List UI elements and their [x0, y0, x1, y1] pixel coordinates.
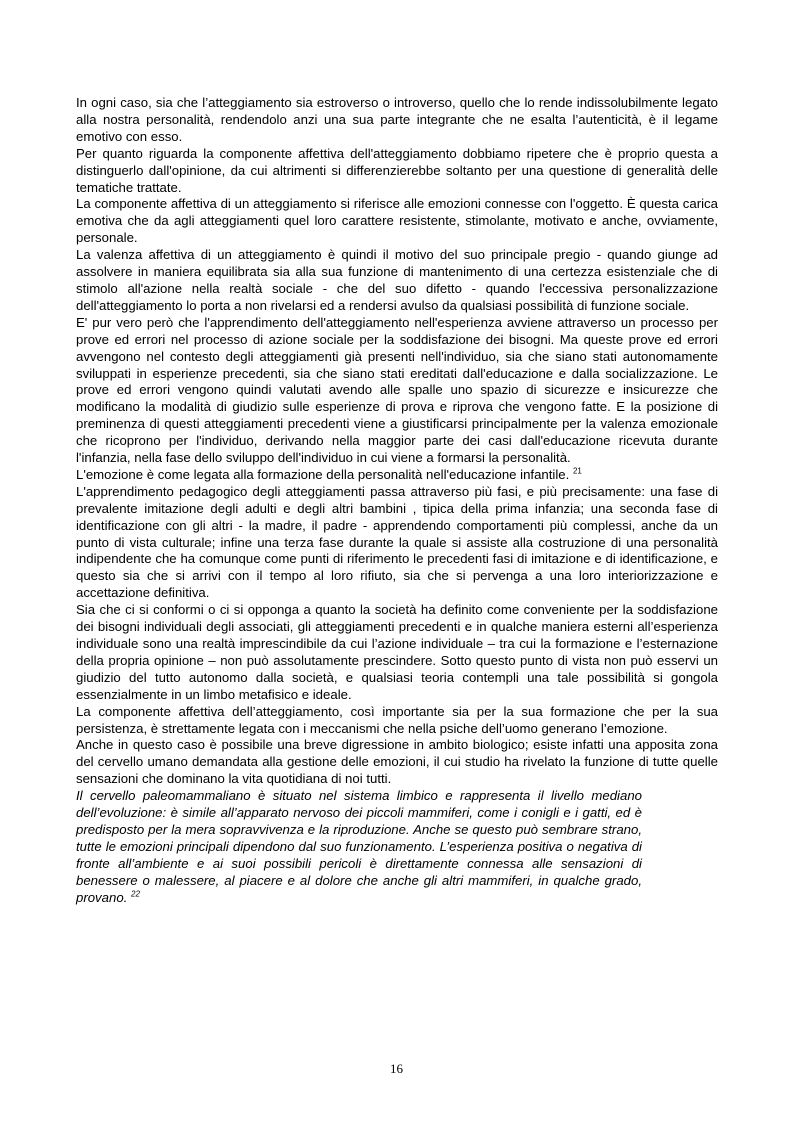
paragraph: La valenza affettiva di un atteggiamento è quindi il motivo del suo principale pregio - quando giunge ad assolvere in maniera equilibrata sia alla sua funzione di mantenimento di una certezza esistenziale che di stimolo all'azione nella realtà sociale - che del suo difetto - quando l'eccessiva personalizzazione dell'atteggiamento lo porta a non rivelarsi ed a rendersi avulso da qualsiasi possibilità di funzione sociale.: [76, 247, 718, 313]
paragraph: L'emozione è come legata alla formazione della personalità nell'educazione infantile. $^{21}$: [76, 466, 582, 482]
paragraph: La componente affettiva dell’atteggiamento, così importante sia per la sua formazione che per la sua persistenza, è strettamente legata con i meccanismi che nella psiche dell’uomo generano l’emozione.: [76, 703, 718, 736]
document-body: [76, 95, 718, 907]
footnote-ref: 21: [572, 466, 582, 476]
paragraph: Per quanto riguarda la componente affettiva dell'atteggiamento dobbiamo ripetere che è proprio questa a distinguerlo dall'opinione, da cui altrimenti si differenzierebbe soltanto per una questione di generalità delle tematiche trattate.: [76, 145, 718, 195]
paragraph: La componente affettiva di un atteggiamento si riferisce alle emozioni connesse con l'oggetto. È questa carica emotiva che da agli atteggiamenti quel loro carattere resistente, stimolante, motivato e anche, ovviamente, personale.: [76, 196, 718, 246]
paragraph: L'apprendimento pedagogico degli atteggiamenti passa attraverso più fasi, e più precisamente: una fase di prevalente imitazione degli adulti e degli altri bambini , tipica della prima infanzia; una seconda fase di identificazione con gli altri - la madre, il padre - apprendendo comportamenti più complessi, anche da un punto di vista culturale; infine una terza fase durante la quale si assiste alla costruzione di una personalità indipendente che ha comunque come punti di riferimento le precedenti fasi di imitazione e di identificazione, e questo sia che si arrivi con il tempo al loro rifiuto, sia che si pervenga a una loro interiorizzazione e accettazione definitiva.: [76, 483, 718, 601]
paragraph: In ogni caso, sia che l’atteggiamento sia estroverso o introverso, quello che lo rende indissolubilmente legato alla nostra personalità, rendendolo anzi una sua parte integrante che ne esalta l’autenticità, è il legame emotivo con esso.: [76, 95, 718, 144]
block-quote: Il cervello paleomammaliano è situato nel sistema limbico e rappresenta il livello mediano dell’evoluzione: è simile all’apparato nervoso dei piccoli mammiferi, come i conigli e i gatti, ed è predisposto per la mera sopravvivenza e la riproduzione. Anche se questo può sembrare strano, tutte le emozioni principali dipendono dal suo funzionamento. L’esperienza positiva o negativa di fronte all’ambiente e ai suoi possibili pericoli è direttamente connessa alle sensazioni di benessere o malessere, al piacere e al dolore che anche gli altri mammiferi, in qualche grado, provano. $^{22}$: [76, 788, 642, 905]
footnote-ref: 22: [131, 889, 140, 899]
paragraph: Sia che ci si conformi o ci si opponga a quanto la società ha definito come conveniente per la soddisfazione dei bisogni individuali degli associati, gli atteggiamenti precedenti e in qualche maniera esterni all’esperienza individuale sono una realtà imprescindibile da cui l’azione individuale – tra cui la formazione e l’esternazione della propria opinione – non può assolutamente prescindere. Sotto questo punto di vista non può esservi un giudizio del tutto autonomo dalla società, e qualsiasi teoria contempli una tale possibilità si gongola essenzialmente in un limbo metafisico e ideale.: [76, 602, 718, 702]
paragraph: E' pur vero però che l'apprendimento dell'atteggiamento nell'esperienza avviene attraverso un processo per prove ed errori nel processo di azione sociale per la soddisfazione dei bisogni. Ma queste prove ed errori avvengono nel contesto degli atteggiamenti già presenti nell'individuo, sia che siano stati autonomamente sviluppati in esperienze precedenti, sia che siano stati ereditati dall'educazione e dalla socializzazione. Le prove ed errori vengono quindi valutati avendo alle spalle uno spazio di sicurezze e insicurezze che modificano la modalità di giudizio sulle esperienze di prova e riprova che vengono fatte. E la posizione di preminenza di questi atteggiamenti precedenti viene a giustificarsi principalmente per la valenza emozionale che ricoprono per l'individuo, derivando nella maggior parte dei casi dall'educazione ricevuta durante l'infanzia, nella fase dello sviluppo dell'individuo in cui viene a formarsi la personalità.: [76, 314, 718, 466]
page-number: 16: [390, 1061, 403, 1076]
paragraph: Anche in questo caso è possibile una breve digressione in ambito biologico; esiste infatti una apposita zona del cervello umano demandata alla gestione delle emozioni, il cui studio ha rivelato la funzione di tutte quelle sensazioni che dominano la vita quotidiana di noi tutti.: [76, 737, 718, 787]
